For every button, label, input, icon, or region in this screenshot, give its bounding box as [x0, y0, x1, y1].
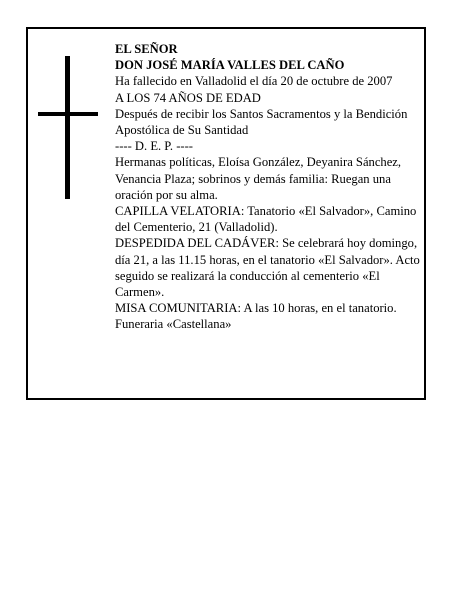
- obituary-text: [115, 41, 427, 333]
- family-line: Hermanas políticas, Eloísa González, Deyanira Sánchez, Venancia Plaza; sobrinos y demás familia: Ruegan una oración por su alma.: [115, 155, 402, 202]
- funeral-home-line: Funeraria «Castellana»: [115, 317, 232, 332]
- deceased-name: DON JOSÉ MARÍA VALLES DEL CAÑO: [115, 58, 345, 73]
- rip-line: ---- D. E. P. ----: [115, 139, 193, 154]
- farewell-line: DESPEDIDA DEL CADÁVER: Se celebrará hoy domingo, día 21, a las 11.15 horas, en el tanatorio «El Salvador». Acto seguido se realizará la conducción al cementerio «El Carmen».: [115, 236, 420, 300]
- cross-horizontal-bar: [38, 112, 98, 116]
- cross-vertical-bar: [65, 56, 70, 199]
- age-line: A LOS 74 AÑOS DE EDAD: [115, 90, 261, 105]
- death-date-line: Ha fallecido en Valladolid el día 20 de octubre de 2007: [115, 74, 393, 89]
- cross-icon: [38, 56, 98, 199]
- mass-line: MISA COMUNITARIA: A las 10 horas, en el tanatorio.: [115, 301, 397, 316]
- sacraments-line: Después de recibir los Santos Sacramentos y la Bendición Apostólica de Su Santidad: [115, 106, 408, 138]
- title-line-1: EL SEÑOR: [115, 42, 178, 56]
- chapel-line: CAPILLA VELATORIA: Tanatorio «El Salvador», Camino del Cementerio, 21 (Valladolid).: [115, 204, 417, 235]
- obituary-notice: [26, 27, 426, 400]
